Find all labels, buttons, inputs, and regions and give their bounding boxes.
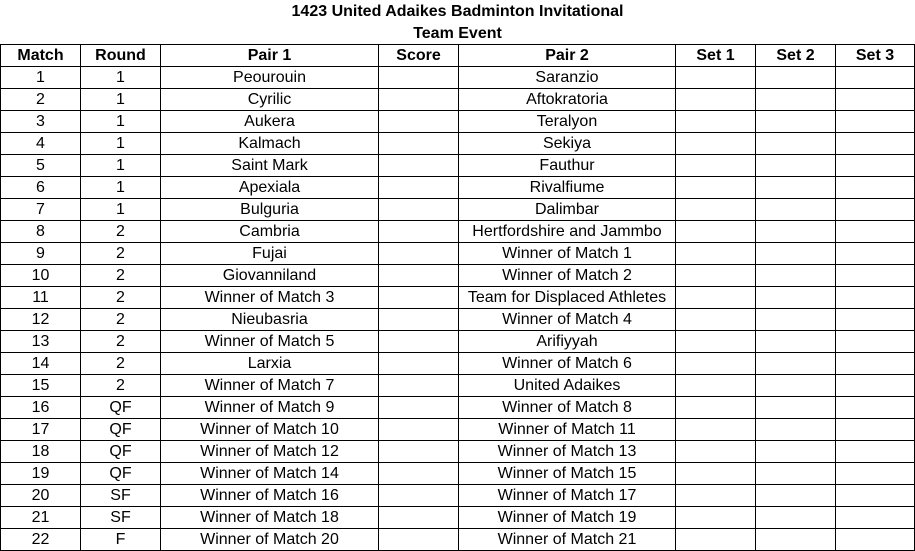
cell-match: 11 bbox=[1, 287, 81, 309]
cell-set-2 bbox=[756, 155, 836, 177]
cell-score bbox=[379, 199, 459, 221]
table-row bbox=[1, 111, 915, 133]
cell-round: 1 bbox=[81, 199, 161, 221]
table-row bbox=[1, 441, 915, 463]
cell-set-2 bbox=[756, 309, 836, 331]
table-row bbox=[1, 67, 915, 89]
cell-set-2 bbox=[756, 397, 836, 419]
table-row bbox=[1, 177, 915, 199]
cell-set-3 bbox=[836, 463, 915, 485]
cell-set-1 bbox=[676, 463, 756, 485]
cell-round: 2 bbox=[81, 309, 161, 331]
cell-pair-1: Fujai bbox=[161, 243, 379, 265]
cell-set-2 bbox=[756, 111, 836, 133]
cell-match: 7 bbox=[1, 199, 81, 221]
cell-set-1 bbox=[676, 67, 756, 89]
cell-set-2 bbox=[756, 221, 836, 243]
cell-round: 1 bbox=[81, 89, 161, 111]
cell-pair-1: Giovanniland bbox=[161, 265, 379, 287]
cell-round: 2 bbox=[81, 353, 161, 375]
cell-set-2 bbox=[756, 441, 836, 463]
header-match: Match bbox=[1, 45, 81, 67]
cell-match: 19 bbox=[1, 463, 81, 485]
cell-pair-1: Cyrilic bbox=[161, 89, 379, 111]
cell-set-1 bbox=[676, 133, 756, 155]
cell-score bbox=[379, 67, 459, 89]
table-row bbox=[1, 155, 915, 177]
cell-set-1 bbox=[676, 375, 756, 397]
cell-round: SF bbox=[81, 485, 161, 507]
cell-set-3 bbox=[836, 529, 915, 551]
cell-pair-2: Winner of Match 17 bbox=[459, 485, 676, 507]
cell-set-3 bbox=[836, 155, 915, 177]
cell-match: 17 bbox=[1, 419, 81, 441]
cell-pair-1: Winner of Match 16 bbox=[161, 485, 379, 507]
table-row bbox=[1, 89, 915, 111]
cell-score bbox=[379, 155, 459, 177]
cell-set-1 bbox=[676, 155, 756, 177]
cell-score bbox=[379, 177, 459, 199]
cell-score bbox=[379, 375, 459, 397]
cell-pair-2: Winner of Match 8 bbox=[459, 397, 676, 419]
cell-match: 12 bbox=[1, 309, 81, 331]
cell-match: 20 bbox=[1, 485, 81, 507]
cell-match: 4 bbox=[1, 133, 81, 155]
cell-set-3 bbox=[836, 419, 915, 441]
cell-pair-1: Winner of Match 14 bbox=[161, 463, 379, 485]
table-body bbox=[1, 67, 915, 551]
cell-set-2 bbox=[756, 463, 836, 485]
page-subtitle: Team Event bbox=[413, 25, 502, 42]
cell-match: 5 bbox=[1, 155, 81, 177]
cell-pair-2: Fauthur bbox=[459, 155, 676, 177]
cell-score bbox=[379, 243, 459, 265]
cell-round: SF bbox=[81, 507, 161, 529]
cell-set-1 bbox=[676, 529, 756, 551]
cell-pair-2: Arifiyyah bbox=[459, 331, 676, 353]
cell-pair-2: Winner of Match 15 bbox=[459, 463, 676, 485]
cell-round: 2 bbox=[81, 243, 161, 265]
table-row bbox=[1, 507, 915, 529]
table-row bbox=[1, 199, 915, 221]
header-pair-2: Pair 2 bbox=[459, 45, 676, 67]
cell-set-2 bbox=[756, 89, 836, 111]
cell-score bbox=[379, 507, 459, 529]
cell-set-1 bbox=[676, 353, 756, 375]
cell-set-3 bbox=[836, 265, 915, 287]
table-row bbox=[1, 529, 915, 551]
cell-pair-1: Winner of Match 3 bbox=[161, 287, 379, 309]
cell-score bbox=[379, 353, 459, 375]
cell-pair-1: Larxia bbox=[161, 353, 379, 375]
cell-round: QF bbox=[81, 463, 161, 485]
match-schedule-table bbox=[0, 44, 915, 551]
cell-pair-2: Winner of Match 4 bbox=[459, 309, 676, 331]
cell-pair-2: Dalimbar bbox=[459, 199, 676, 221]
cell-pair-2: Teralyon bbox=[459, 111, 676, 133]
page-title: 1423 United Adaikes Badminton Invitational bbox=[291, 3, 624, 20]
cell-round: 1 bbox=[81, 155, 161, 177]
table-row bbox=[1, 331, 915, 353]
cell-set-2 bbox=[756, 331, 836, 353]
cell-set-2 bbox=[756, 177, 836, 199]
cell-match: 9 bbox=[1, 243, 81, 265]
header-set-3: Set 3 bbox=[836, 45, 915, 67]
cell-set-3 bbox=[836, 67, 915, 89]
cell-match: 18 bbox=[1, 441, 81, 463]
header-round: Round bbox=[81, 45, 161, 67]
cell-set-3 bbox=[836, 441, 915, 463]
cell-match: 15 bbox=[1, 375, 81, 397]
cell-score bbox=[379, 287, 459, 309]
cell-score bbox=[379, 529, 459, 551]
cell-score bbox=[379, 309, 459, 331]
cell-set-1 bbox=[676, 177, 756, 199]
cell-pair-1: Nieubasria bbox=[161, 309, 379, 331]
cell-set-3 bbox=[836, 309, 915, 331]
cell-round: QF bbox=[81, 441, 161, 463]
cell-round: 1 bbox=[81, 111, 161, 133]
cell-round: QF bbox=[81, 419, 161, 441]
cell-set-2 bbox=[756, 265, 836, 287]
cell-set-3 bbox=[836, 199, 915, 221]
cell-set-3 bbox=[836, 397, 915, 419]
cell-match: 21 bbox=[1, 507, 81, 529]
cell-set-2 bbox=[756, 287, 836, 309]
table-row bbox=[1, 353, 915, 375]
cell-pair-2: Winner of Match 19 bbox=[459, 507, 676, 529]
table-row bbox=[1, 265, 915, 287]
cell-set-2 bbox=[756, 133, 836, 155]
cell-pair-1: Winner of Match 18 bbox=[161, 507, 379, 529]
table-row bbox=[1, 375, 915, 397]
header-set-2: Set 2 bbox=[756, 45, 836, 67]
cell-set-1 bbox=[676, 221, 756, 243]
cell-set-3 bbox=[836, 89, 915, 111]
cell-set-2 bbox=[756, 529, 836, 551]
cell-set-3 bbox=[836, 353, 915, 375]
cell-pair-2: Team for Displaced Athletes bbox=[459, 287, 676, 309]
cell-pair-2: Hertfordshire and Jammbo bbox=[459, 221, 676, 243]
cell-round: 2 bbox=[81, 265, 161, 287]
cell-pair-1: Aukera bbox=[161, 111, 379, 133]
cell-score bbox=[379, 419, 459, 441]
cell-set-2 bbox=[756, 375, 836, 397]
cell-pair-1: Winner of Match 9 bbox=[161, 397, 379, 419]
cell-pair-2: Winner of Match 11 bbox=[459, 419, 676, 441]
header-set-1: Set 1 bbox=[676, 45, 756, 67]
cell-set-2 bbox=[756, 353, 836, 375]
cell-pair-1: Saint Mark bbox=[161, 155, 379, 177]
table-row bbox=[1, 485, 915, 507]
cell-pair-2: United Adaikes bbox=[459, 375, 676, 397]
cell-score bbox=[379, 111, 459, 133]
cell-pair-1: Apexiala bbox=[161, 177, 379, 199]
cell-set-3 bbox=[836, 243, 915, 265]
cell-set-1 bbox=[676, 309, 756, 331]
cell-set-3 bbox=[836, 221, 915, 243]
cell-set-1 bbox=[676, 441, 756, 463]
cell-round: F bbox=[81, 529, 161, 551]
cell-set-1 bbox=[676, 111, 756, 133]
cell-set-1 bbox=[676, 199, 756, 221]
table-row bbox=[1, 243, 915, 265]
table-row bbox=[1, 419, 915, 441]
cell-match: 2 bbox=[1, 89, 81, 111]
cell-pair-1: Winner of Match 7 bbox=[161, 375, 379, 397]
cell-pair-2: Winner of Match 1 bbox=[459, 243, 676, 265]
cell-set-2 bbox=[756, 199, 836, 221]
cell-score bbox=[379, 133, 459, 155]
cell-pair-1: Winner of Match 5 bbox=[161, 331, 379, 353]
cell-set-1 bbox=[676, 265, 756, 287]
cell-match: 1 bbox=[1, 67, 81, 89]
cell-pair-2: Winner of Match 13 bbox=[459, 441, 676, 463]
cell-score bbox=[379, 89, 459, 111]
cell-match: 10 bbox=[1, 265, 81, 287]
cell-round: QF bbox=[81, 397, 161, 419]
cell-match: 3 bbox=[1, 111, 81, 133]
cell-round: 1 bbox=[81, 177, 161, 199]
cell-set-2 bbox=[756, 485, 836, 507]
cell-set-2 bbox=[756, 243, 836, 265]
cell-set-1 bbox=[676, 287, 756, 309]
cell-pair-2: Winner of Match 2 bbox=[459, 265, 676, 287]
cell-set-1 bbox=[676, 485, 756, 507]
header-score: Score bbox=[379, 45, 459, 67]
cell-pair-2: Saranzio bbox=[459, 67, 676, 89]
cell-score bbox=[379, 221, 459, 243]
header-row bbox=[1, 45, 915, 67]
cell-set-2 bbox=[756, 419, 836, 441]
cell-score bbox=[379, 331, 459, 353]
table-row bbox=[1, 309, 915, 331]
cell-match: 16 bbox=[1, 397, 81, 419]
cell-set-3 bbox=[836, 331, 915, 353]
cell-round: 2 bbox=[81, 375, 161, 397]
cell-set-1 bbox=[676, 331, 756, 353]
cell-set-1 bbox=[676, 397, 756, 419]
cell-set-3 bbox=[836, 485, 915, 507]
cell-match: 22 bbox=[1, 529, 81, 551]
cell-score bbox=[379, 485, 459, 507]
cell-set-3 bbox=[836, 133, 915, 155]
cell-pair-1: Peourouin bbox=[161, 67, 379, 89]
cell-match: 13 bbox=[1, 331, 81, 353]
cell-set-2 bbox=[756, 507, 836, 529]
cell-set-3 bbox=[836, 287, 915, 309]
cell-match: 8 bbox=[1, 221, 81, 243]
cell-pair-2: Rivalfiume bbox=[459, 177, 676, 199]
table-row bbox=[1, 397, 915, 419]
cell-round: 1 bbox=[81, 67, 161, 89]
cell-set-1 bbox=[676, 507, 756, 529]
header-pair-1: Pair 1 bbox=[161, 45, 379, 67]
cell-set-3 bbox=[836, 507, 915, 529]
cell-round: 2 bbox=[81, 331, 161, 353]
cell-set-3 bbox=[836, 111, 915, 133]
cell-set-2 bbox=[756, 67, 836, 89]
cell-pair-1: Cambria bbox=[161, 221, 379, 243]
cell-set-1 bbox=[676, 89, 756, 111]
table-row bbox=[1, 221, 915, 243]
cell-round: 2 bbox=[81, 221, 161, 243]
cell-pair-2: Winner of Match 21 bbox=[459, 529, 676, 551]
cell-match: 14 bbox=[1, 353, 81, 375]
cell-set-1 bbox=[676, 243, 756, 265]
cell-score bbox=[379, 463, 459, 485]
cell-pair-1: Winner of Match 12 bbox=[161, 441, 379, 463]
cell-score bbox=[379, 397, 459, 419]
cell-set-3 bbox=[836, 177, 915, 199]
cell-round: 1 bbox=[81, 133, 161, 155]
table-row bbox=[1, 133, 915, 155]
table-row bbox=[1, 463, 915, 485]
cell-pair-1: Bulguria bbox=[161, 199, 379, 221]
cell-pair-2: Sekiya bbox=[459, 133, 676, 155]
cell-pair-1: Winner of Match 20 bbox=[161, 529, 379, 551]
cell-match: 6 bbox=[1, 177, 81, 199]
cell-score bbox=[379, 265, 459, 287]
table-row bbox=[1, 287, 915, 309]
cell-score bbox=[379, 441, 459, 463]
cell-pair-1: Kalmach bbox=[161, 133, 379, 155]
cell-round: 2 bbox=[81, 287, 161, 309]
cell-set-3 bbox=[836, 375, 915, 397]
cell-pair-1: Winner of Match 10 bbox=[161, 419, 379, 441]
cell-pair-2: Winner of Match 6 bbox=[459, 353, 676, 375]
cell-set-1 bbox=[676, 419, 756, 441]
cell-pair-2: Aftokratoria bbox=[459, 89, 676, 111]
